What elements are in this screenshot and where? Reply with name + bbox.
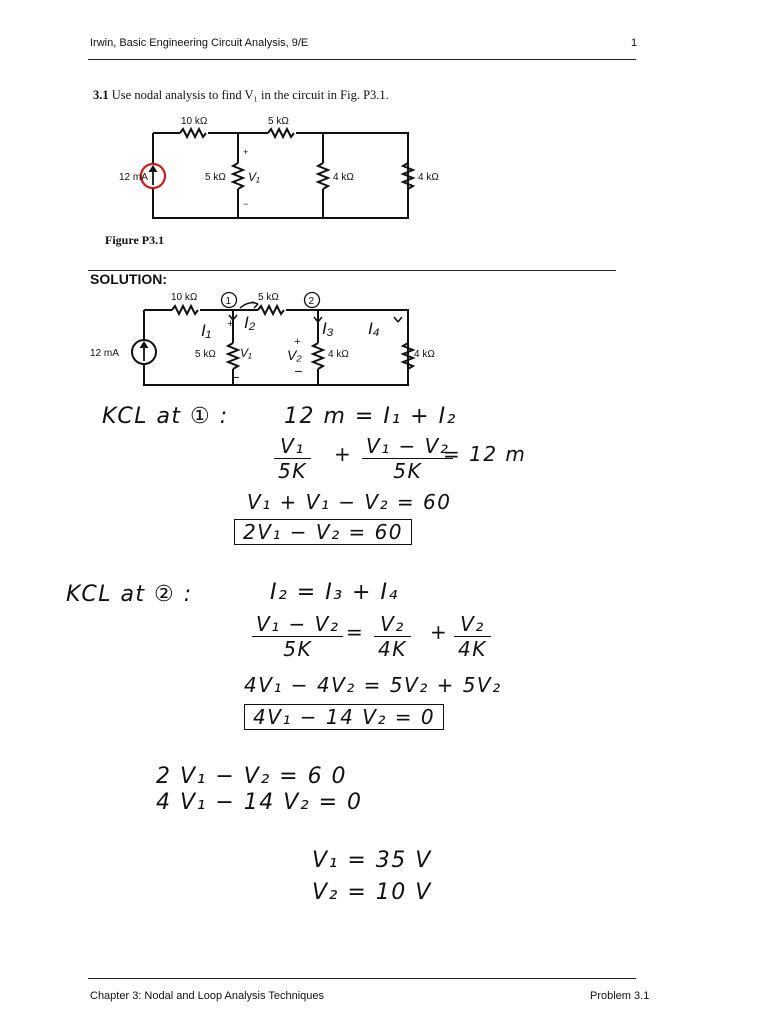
- kcl1-frac1: [274, 434, 311, 483]
- solution-r5k-label: 5 kΩ: [258, 292, 279, 303]
- figure-circuit: [0, 0, 768, 300]
- solution-v1-label: V₁: [240, 346, 252, 360]
- kcl2-eq2: 4V₁ − 4V₂ = 5V₂ + 5V₂: [244, 673, 502, 697]
- solution-r5k-shunt-label: 5 kΩ: [195, 349, 216, 360]
- label-minus-a: −: [231, 369, 240, 385]
- figure-resistor-5k-series: [268, 129, 294, 137]
- kcl2-frac3: [454, 612, 491, 661]
- figure-r5k-series-label: 5 kΩ: [268, 116, 289, 127]
- result-v2: V₂ = 10 V: [312, 880, 432, 905]
- label-v2: V₂: [287, 347, 302, 363]
- kcl2-frac2: [374, 612, 411, 661]
- kcl2-frac2-den: 4K: [378, 637, 407, 661]
- kcl2-label: KCL at ② :: [66, 582, 193, 607]
- figure-resistor-10k: [180, 129, 206, 137]
- problem-text: Use nodal analysis to find V₁ in the circuit in Fig. P3.1.: [111, 88, 389, 102]
- solution-circuit: [0, 280, 768, 400]
- label-i4: I₄: [368, 319, 380, 338]
- kcl1-frac1-num: V₁: [274, 434, 311, 459]
- kcl1-label: KCL at ① :: [102, 404, 229, 429]
- solution-resistor-10k: [172, 306, 198, 314]
- problem-number: 3.1: [93, 88, 109, 102]
- solution-resistor-5k-series: [258, 306, 284, 314]
- solution-resistor-4k-a: [313, 343, 323, 369]
- kcl1-frac2: [362, 434, 453, 483]
- figure-r4k-a-label: 4 kΩ: [333, 172, 354, 183]
- figure-wire-loop: [153, 133, 408, 218]
- label-plus-b: +: [294, 336, 301, 348]
- kcl2-frac1-den: 5K: [283, 637, 313, 661]
- kcl2-frac1: [252, 612, 343, 661]
- kcl2-plus: +: [430, 620, 449, 644]
- node-2-label: 2: [308, 296, 315, 307]
- solution-r4k-a-label: 4 kΩ: [328, 349, 349, 360]
- kcl2-frac3-num: V₂: [454, 612, 491, 637]
- kcl1-frac2-num: V₁ − V₂: [362, 434, 453, 459]
- kcl1-eq2-rhs: = 12 m: [443, 442, 527, 466]
- figure-r10k-label: 10 kΩ: [181, 116, 208, 127]
- label-i3: I₃: [322, 319, 334, 338]
- footer-chapter: Chapter 3: Nodal and Loop Analysis Techniques: [90, 990, 325, 1002]
- label-plus-a: +: [227, 318, 234, 330]
- result-v1: V₁ = 35 V: [312, 848, 432, 873]
- page-number: 1: [631, 37, 638, 49]
- kcl1-eq3: V₁ + V₁ − V₂ = 60: [247, 490, 452, 514]
- figure-r5k-shunt-label: 5 kΩ: [205, 172, 226, 183]
- node-1-label: 1: [225, 296, 232, 307]
- kcl2-eq1: I₂ = I₃ + I₄: [270, 580, 399, 605]
- arrow-i4: [394, 317, 402, 322]
- footer-rule: [88, 978, 636, 979]
- footer-problem: Problem 3.1: [590, 990, 650, 1002]
- kcl2-frac2-num: V₂: [374, 612, 411, 637]
- header-title: Irwin, Basic Engineering Circuit Analysis, 9/E: [90, 37, 309, 49]
- kcl1-eq1: 12 m = I₁ + I₂: [284, 404, 457, 429]
- figure-resistor-5k-shunt: [233, 163, 243, 189]
- solution-r10k-label: 10 kΩ: [171, 292, 198, 303]
- figure-minus: −: [243, 199, 249, 209]
- solution-resistor-5k-shunt: [228, 343, 238, 369]
- figure-plus: +: [243, 147, 249, 157]
- kcl1-frac1-den: 5K: [278, 459, 307, 483]
- kcl2-frac3-den: 4K: [458, 637, 487, 661]
- kcl2-equals: =: [346, 620, 365, 644]
- kcl2-frac1-num: V₁ − V₂: [252, 612, 343, 637]
- system-line2: 4 V₁ − 14 V₂ = 0: [156, 790, 363, 815]
- solution-source-label: 12 mA: [90, 348, 119, 359]
- label-i1: I₁: [201, 321, 212, 340]
- kcl1-eq4-boxed: 2V₁ − V₂ = 60: [234, 519, 412, 545]
- system-line1: 2 V₁ − V₂ = 6 0: [156, 764, 348, 789]
- kcl1-plus: +: [334, 442, 353, 466]
- arrow-i2: [240, 302, 258, 308]
- figure-caption: Figure P3.1: [105, 233, 165, 247]
- figure-r4k-b-label: 4 kΩ: [418, 172, 439, 183]
- label-i2: I₂: [244, 313, 256, 332]
- figure-v1-label: V₁: [248, 170, 260, 184]
- label-minus-b: −: [294, 363, 303, 379]
- solution-r4k-b-label: 4 kΩ: [414, 349, 435, 360]
- solution-rule: [88, 270, 616, 271]
- kcl1-frac2-den: 5K: [393, 459, 423, 483]
- figure-source-label: 12 mA: [119, 172, 148, 183]
- solution-heading: SOLUTION:: [90, 271, 167, 287]
- figure-resistor-4k-a: [318, 163, 328, 189]
- kcl2-eq3-boxed: 4V₁ − 14 V₂ = 0: [244, 704, 444, 730]
